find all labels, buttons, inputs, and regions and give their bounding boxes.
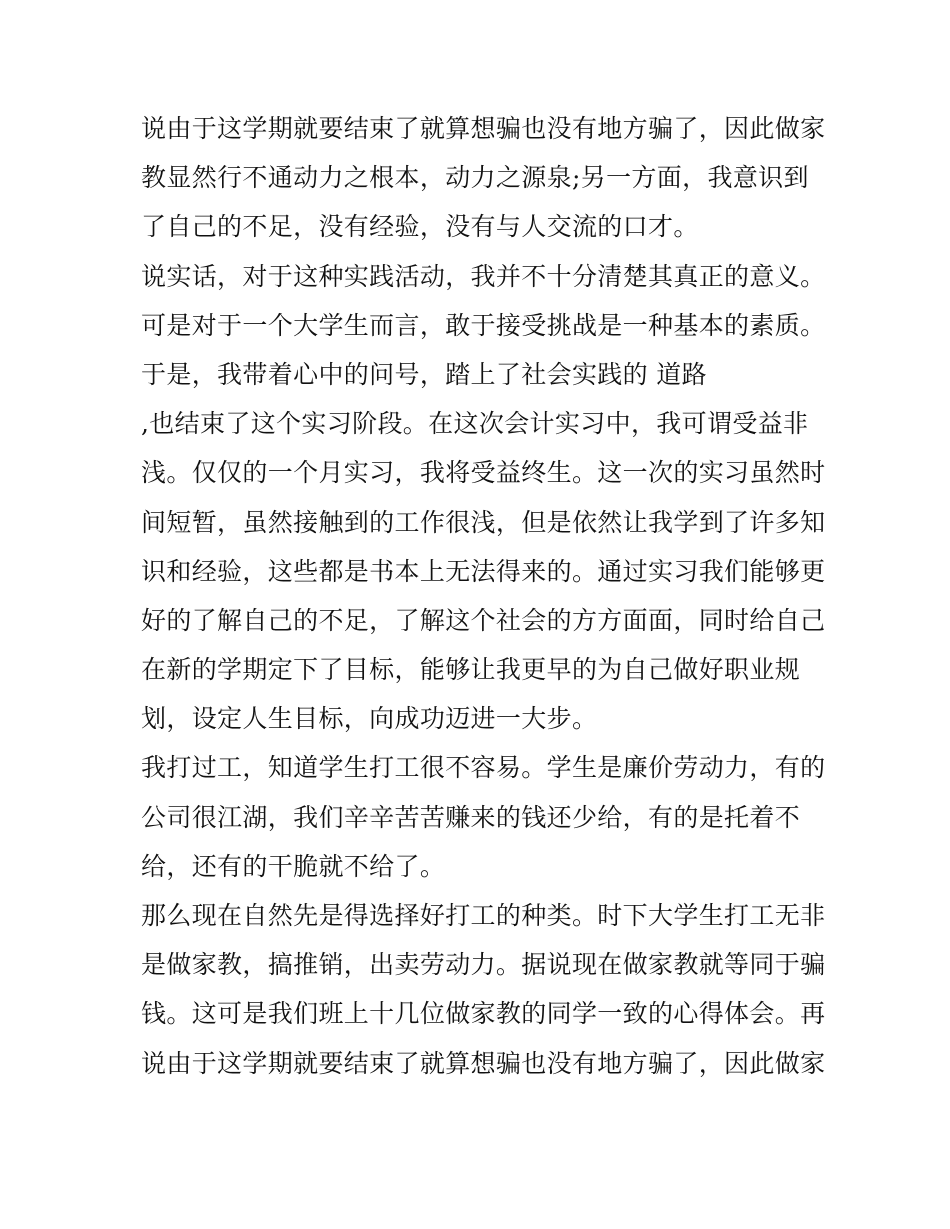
text-line-9: 间短暂，虽然接触到的工作很浅，但是依然让我学到了许多知 (141, 507, 826, 537)
text-line-8: 浅。仅仅的一个月实习，我将受益终生。这一次的实习虽然时 (141, 458, 826, 488)
text-line-2: 教显然行不通动力之根本，动力之源泉;另一方面，我意识到 (141, 163, 809, 193)
text-line-17: 那么现在自然先是得选择好打工的种类。时下大学生打工无非 (141, 901, 826, 930)
text-line-20: 说由于这学期就要结束了就算想骗也没有地方骗了，因此做家 (141, 1048, 826, 1078)
text-line-14: 我打过工，知道学生打工很不容易。学生是廉价劳动力，有的 (141, 753, 826, 783)
text-line-11: 好的了解自己的不足，了解这个社会的方方面面，同时给自己 (141, 605, 826, 635)
text-line-15: 公司很江湖，我们辛辛苦苦赚来的钱还少给，有的是托着不 (141, 802, 801, 832)
text-line-6: 于是，我带着心中的问号，踏上了社会实践的 道路 (141, 359, 707, 389)
text-line-10: 识和经验，这些都是书本上无法得来的。通过实习我们能够更 (141, 556, 826, 586)
text-line-19: 钱。这可是我们班上十几位做家教的同学一致的心得体会。再 (141, 999, 826, 1029)
text-line-1: 说由于这学期就要结束了就算想骗也没有地方骗了，因此做家 (141, 114, 826, 143)
text-line-7: ,也结束了这个实习阶段。在这次会计实习中，我可谓受益非 (141, 409, 809, 439)
text-line-12: 在新的学期定下了目标，能够让我更早的为自己做好职业规 (141, 655, 801, 685)
text-line-16: 给，还有的干脆就不给了。 (141, 851, 446, 881)
text-line-3: 了自己的不足，没有经验，没有与人交流的口才。 (141, 212, 699, 242)
text-line-4: 说实话，对于这种实践活动，我并不十分清楚其真正的意义。 (141, 261, 826, 291)
text-line-18: 是做家教，搞推销，出卖劳动力。据说现在做家教就等同于骗 (141, 950, 826, 980)
text-line-5: 可是对于一个大学生而言，敢于接受挑战是一种基本的素质。 (141, 310, 826, 340)
body-text (141, 104, 831, 1088)
text-line-13: 划，设定人生目标，向成功迈进一大步。 (141, 704, 598, 734)
